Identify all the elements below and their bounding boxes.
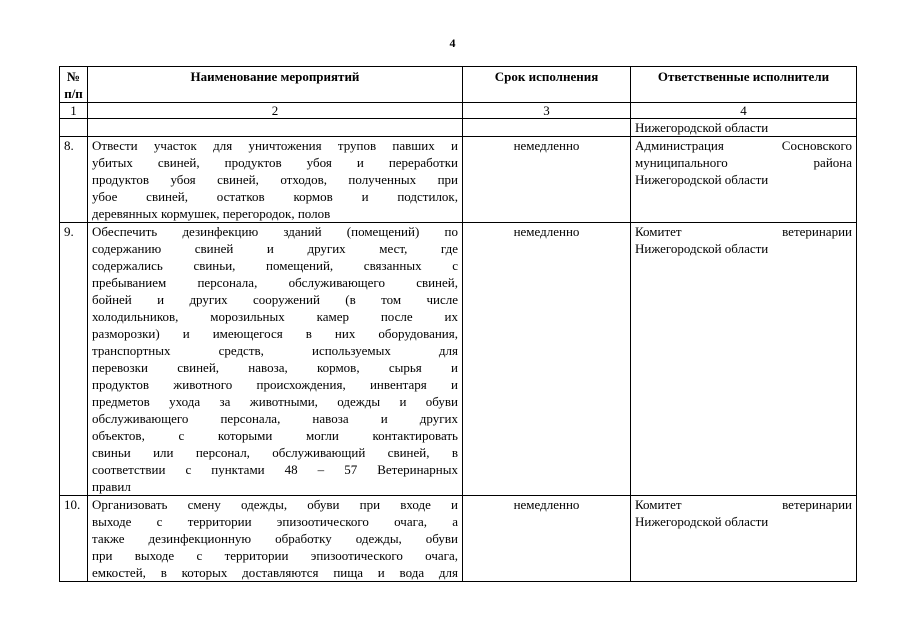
row-measure: Обеспечить дезинфекцию зданий (помещений) по содержанию свиней и других мест, где содержались свиньи, помещений, связанных с пребыванием персонала, обслуживающего свиней, бойней и других сооружений (в том числе холодильников, морозильных камер после их разморозки) и имеющегося в них оборудования, транспортных средств, используемых для перевозки свиней, навоза, кормов, сырья и продуктов животного происхождения, инвентаря и предметов ухода за животными, одежды и обуви обслуживающего персонала, навоза и других объектов, с которыми могли контактировать свиньи или персонал, обслуживающий свиней, в соответствии с пунктами 48 – 57 Ветеринарных правил: [88, 223, 463, 496]
table-header-row: [60, 67, 857, 103]
row-term: немедленно: [463, 137, 631, 223]
row-measure: Организовать смену одежды, обуви при входе и выходе с территории эпизоотического очага, а также дезинфекционную обработку одежды, обуви при выходе с территории эпизоотического очага, емкостей, в которых доставляются пища и вода для: [88, 496, 463, 582]
table-row: [60, 496, 857, 582]
measures-table: [59, 66, 857, 582]
continuation-responsible: Нижегородской области: [631, 119, 857, 137]
continuation-term-cell: [463, 119, 631, 137]
header-responsible: Ответственные исполнители: [631, 67, 857, 103]
continuation-number-cell: [60, 119, 88, 137]
column-number: 4: [631, 103, 857, 119]
table-row: [60, 137, 857, 223]
continuation-row: [60, 119, 857, 137]
column-number: 3: [463, 103, 631, 119]
row-responsible: Комитет ветеринарии Нижегородской области: [631, 223, 857, 496]
row-responsible: Администрация Сосновского муниципального района Нижегородской области: [631, 137, 857, 223]
row-responsible: Комитет ветеринарии Нижегородской области: [631, 496, 857, 582]
header-term: Срок исполнения: [463, 67, 631, 103]
continuation-name-cell: [88, 119, 463, 137]
column-number-row: [60, 103, 857, 119]
page-number: 4: [449, 36, 456, 50]
header-number: № п/п: [60, 67, 88, 103]
row-number: 8.: [60, 137, 88, 223]
row-term: немедленно: [463, 496, 631, 582]
header-name: Наименование мероприятий: [88, 67, 463, 103]
table-row: [60, 223, 857, 496]
row-measure: Отвести участок для уничтожения трупов павших и убитых свиней, продуктов убоя и переработки продуктов убоя свиней, отходов, полученных при убое свиней, остатков кормов и подстилок, деревянных кормушек, перегородок, полов: [88, 137, 463, 223]
row-number: 9.: [60, 223, 88, 496]
column-number: 2: [88, 103, 463, 119]
column-number: 1: [60, 103, 88, 119]
row-number: 10.: [60, 496, 88, 582]
row-term: немедленно: [463, 223, 631, 496]
